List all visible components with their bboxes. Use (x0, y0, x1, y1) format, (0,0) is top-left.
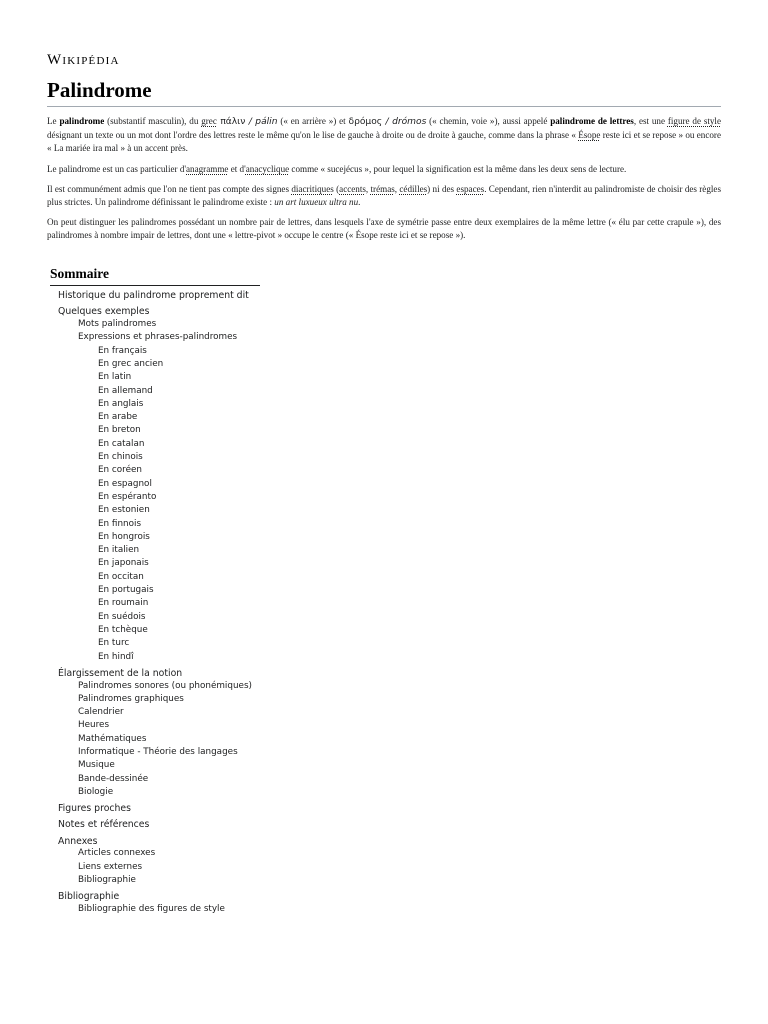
text: (« en arrière ») et (277, 116, 349, 126)
toc-item[interactable]: En hongrois (98, 531, 150, 542)
toc-item[interactable]: En estonien (98, 505, 150, 516)
toc-item[interactable]: En japonais (98, 558, 149, 569)
title-divider (47, 106, 721, 107)
toc-item[interactable]: En anglais (98, 398, 144, 409)
text: Le (47, 116, 60, 126)
intro-paragraph-4 (47, 216, 721, 242)
toc-item[interactable]: Musique (78, 760, 115, 771)
toc-item[interactable]: En arabe (98, 412, 138, 423)
toc-item[interactable]: Annexes (58, 835, 98, 847)
greek-word: πάλιν (216, 117, 246, 127)
bold-term: palindrome de lettres (550, 116, 634, 126)
link-diacritiques[interactable]: diacritiques (291, 184, 334, 194)
toc-item[interactable]: En roumain (98, 598, 149, 609)
toc-item[interactable]: En espéranto (98, 491, 157, 502)
toc-item[interactable]: Notes et références (58, 819, 150, 831)
link-accents[interactable]: accents (339, 184, 366, 194)
text: Le palindrome est un cas particulier d' (47, 164, 187, 174)
toc-item[interactable]: En suédois (98, 611, 146, 622)
toc-item[interactable]: En catalan (98, 438, 145, 449)
toc-item[interactable]: En allemand (98, 385, 153, 396)
transliteration: / drómos (382, 117, 427, 127)
toc-item[interactable]: Expressions et phrases-palindromes (78, 332, 238, 343)
link-anacyclique[interactable]: anacyclique (245, 164, 290, 174)
toc-item[interactable]: En turc (98, 638, 130, 649)
toc-item[interactable]: Bibliographie (58, 891, 120, 903)
toc-item[interactable]: En hindî (98, 651, 134, 662)
toc-item[interactable]: En chinois (98, 452, 143, 462)
page-title: Palindrome (47, 78, 152, 102)
toc-item[interactable]: Calendrier (78, 707, 124, 718)
text: (« chemin, voie »), aussi appelé (426, 116, 551, 126)
toc-item[interactable]: Bande-dessinée (78, 773, 149, 784)
link-figure-de-style[interactable]: figure de style (667, 116, 721, 126)
toc-item[interactable]: En français (98, 345, 147, 356)
link-grec[interactable]: grec (201, 116, 217, 126)
text: Il est communément admis que l'on ne tient pas compte des signes (47, 184, 292, 194)
toc-item[interactable]: Quelques exemples (58, 306, 150, 318)
text: , (365, 184, 371, 194)
toc-item[interactable]: En finnois (98, 518, 142, 529)
toc-item[interactable]: En coréen (98, 465, 142, 476)
toc-item[interactable]: En espagnol (98, 478, 152, 489)
text: ( (333, 184, 340, 194)
text: (substantif masculin), du (104, 116, 202, 126)
toc-item[interactable]: Articles connexes (78, 848, 156, 859)
text: . (358, 197, 361, 208)
intro-paragraph-2 (47, 163, 721, 176)
toc-heading: Sommaire (50, 266, 109, 281)
text: ) ni des (427, 184, 457, 194)
toc-item[interactable]: Mathématiques (78, 733, 147, 744)
toc-item[interactable]: En tchèque (98, 624, 148, 635)
link-tremas[interactable]: trémas (370, 184, 395, 194)
bold-term: palindrome (59, 116, 105, 126)
toc-item[interactable]: Biologie (78, 786, 114, 797)
toc-divider (50, 285, 260, 286)
toc-item[interactable]: Historique du palindrome proprement dit (58, 290, 249, 301)
text: reste ici et se repose » ou encore « La mariée ira mal » à un accent près. (47, 130, 721, 154)
toc-item[interactable]: Heures (78, 720, 110, 731)
toc-item[interactable]: En italien (98, 545, 140, 556)
intro-paragraph-1 (47, 115, 721, 156)
text: et d' (228, 164, 246, 174)
toc-item[interactable]: Figures proches (58, 803, 131, 815)
toc-item[interactable]: Élargissement de la notion (58, 667, 183, 679)
link-espaces[interactable]: espaces (456, 184, 485, 194)
toc-item[interactable]: Informatique - Théorie des langages (78, 747, 238, 757)
link-esope[interactable]: Ésope (578, 130, 601, 141)
toc-item[interactable]: En latin (98, 372, 132, 383)
transliteration: / pálin (245, 117, 278, 127)
text: , (394, 184, 400, 194)
toc-item[interactable]: En breton (98, 425, 141, 436)
link-anagramme[interactable]: anagramme (186, 164, 229, 174)
toc-item[interactable]: Liens externes (78, 861, 143, 872)
text: comme « sucejécus », pour lequel la signification est la même dans les deux sens de lecture. (289, 164, 627, 174)
toc-item[interactable]: En occitan (98, 571, 144, 582)
italic-example: un art luxueux ultra nu (274, 197, 359, 208)
toc-item[interactable]: Mots palindromes (78, 319, 157, 329)
toc-item[interactable]: Palindromes graphiques (78, 693, 184, 704)
toc-item[interactable]: Palindromes sonores (ou phonémiques) (78, 680, 252, 691)
link-cedilles[interactable]: cédilles (399, 184, 428, 194)
greek-word: δρόμος (348, 117, 383, 127)
toc-item[interactable]: Bibliographie des figures de style (78, 903, 225, 914)
text: , est une (633, 116, 668, 126)
text: On peut distinguer les palindromes possédant un nombre pair de lettres, dans lesquels l'axe de symétrie passe entre deux exemplaires de la même lettre (« élu par cette crapule »), des palindromes à nombre impair de lettres, dont une « lettre-pivot » occupe le centre (« Ésope reste ici et se repose »). (47, 217, 721, 241)
text: . Cependant, rien n'interdit au palindromiste de choisir des règles plus strictes. Un palindrome définissant le palindrome existe : (47, 184, 721, 208)
text: désignant un texte ou un mot dont l'ordre des lettres reste le même qu'on le lise de gauche à droite ou de droite à gauche, comme dans la phrase « (47, 130, 579, 141)
toc-item[interactable]: En portugais (98, 585, 154, 595)
toc-item[interactable]: Bibliographie (78, 874, 136, 885)
intro-paragraph-3 (47, 183, 721, 209)
toc-item[interactable]: En grec ancien (98, 358, 164, 369)
wikipedia-logo[interactable]: Wikipédia (47, 52, 120, 68)
